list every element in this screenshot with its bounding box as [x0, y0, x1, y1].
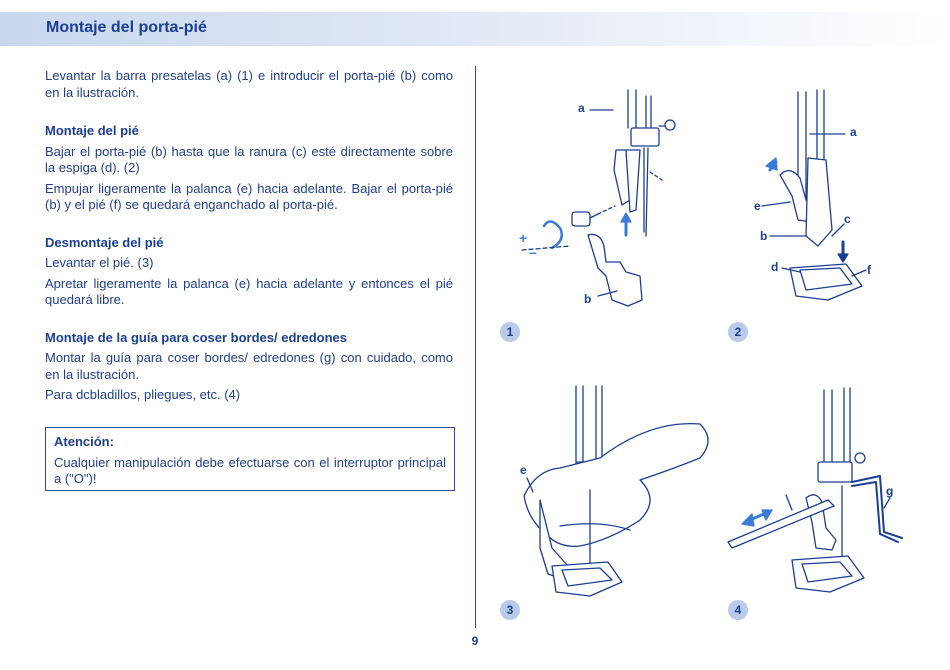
fig2-label-b: b [760, 229, 768, 243]
attention-title: Atención: [54, 434, 114, 449]
remove-paragraph-2: Apretar ligeramente la palanca (e) hacia adelante y entonces el pié quedará libre. [45, 275, 453, 307]
fig1-label-b: b [584, 292, 592, 306]
page-title: Montaje del porta-pié [46, 19, 207, 36]
fig1-plus-sign: + [519, 230, 528, 246]
attention-text: Cualquier manipulación debe efectuarse con el interruptor principal a ("O")! [54, 454, 446, 486]
fig1-label-a: a [578, 101, 585, 115]
guide-paragraph-1: Montar la guía para coser bordes/ edredones (g) con cuidado, como en la ilustración. [45, 350, 453, 382]
figure-badge-3: 3 [500, 600, 520, 620]
mount-paragraph-1: Bajar el porta-pié (b) hasta que la ranura (c) esté directamente sobre la espiga (d). (2) [45, 143, 453, 175]
remove-heading: Desmontaje del pié [45, 234, 164, 250]
fig2-label-c: c [844, 212, 851, 226]
figure-3-remove-foot [524, 386, 708, 596]
guide-paragraph-2: Para dcbladillos, pliegues, etc. (4) [45, 387, 241, 402]
figure-badge-4: 4 [728, 600, 748, 620]
fig1-minus-sign: – [529, 244, 537, 260]
fig2-label-e: e [754, 199, 761, 213]
figure-badge-1: 1 [500, 322, 520, 342]
figure-badge-2: 2 [728, 322, 748, 342]
intro-paragraph: Levantar la barra presatelas (a) (1) e introducir el porta-pié (b) como en la ilustración. [45, 68, 453, 100]
fig2-label-a: a [850, 125, 857, 139]
fig3-label-e: e [520, 463, 527, 477]
fig4-label-g: g [886, 484, 894, 498]
figure-1-presser-foot-holder [522, 90, 675, 306]
fig2-label-d: d [771, 260, 779, 274]
figure-4-edge-guide [728, 388, 902, 592]
mount-paragraph-2: Empujar ligeramente la palanca (e) hacia adelante. Bajar el porta-pié (b) y el pié (f) se quedará enganchado al porta-pié. [45, 180, 453, 212]
page-number: 9 [471, 634, 479, 648]
guide-heading: Montaje de la guía para coser bordes/ edredones [45, 329, 347, 345]
remove-paragraph-1: Levantar el pié. (3) [45, 255, 154, 270]
mount-heading: Montaje del pié [45, 123, 139, 138]
fig2-label-f: f [867, 263, 871, 277]
